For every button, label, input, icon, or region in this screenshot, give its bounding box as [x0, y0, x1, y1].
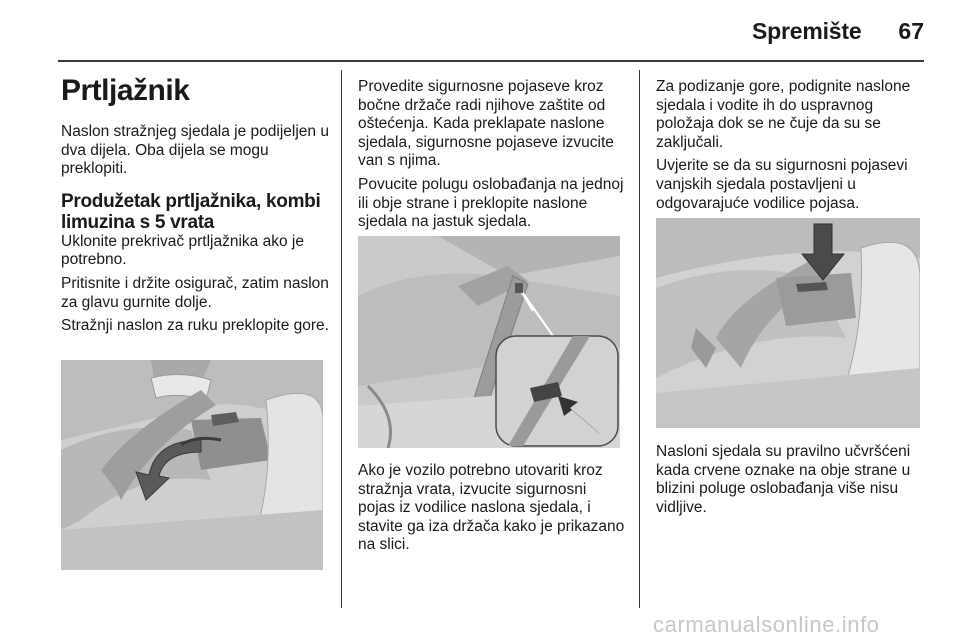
- page-title: Prtljažnik: [61, 74, 190, 107]
- column-3-lower: [656, 443, 928, 522]
- column-2: [358, 78, 626, 237]
- paragraph: Povucite polugu oslobađanja na jednoj ili obje strane i preklopite naslone sjedala na jastuk sjedala.: [358, 175, 624, 231]
- header-rule: [58, 60, 924, 62]
- paragraph: Naslon stražnjeg sjedala je podijeljen u dva dijela. Oba dijela se mogu preklopiti.: [61, 123, 329, 178]
- column-1: [61, 72, 329, 341]
- paragraph: Provedite sigurnosne pojaseve kroz bočne držače radi njihove zaštite od oštećenja. Kada preklapate naslone sjedala, sigurnosne pojaseve izvucite van s njima.: [358, 78, 614, 170]
- watermark-text: carmanualsonline.info: [653, 612, 880, 637]
- paragraph: Uklonite prekrivač prtljažnika ako je potrebno.: [61, 232, 304, 269]
- section-title: Spremište: [752, 18, 862, 44]
- belt-holder-illustration: [358, 236, 620, 448]
- paragraph: Ako je vozilo potrebno utovariti kroz stražnja vrata, izvucite sigurnosni pojas iz vodilice naslona sjedala, i stavite ga iza držača kako je prikazano na slici.: [358, 462, 625, 554]
- paragraph: Stražnji naslon za ruku preklopite gore.: [61, 317, 329, 335]
- column-divider-2: [639, 70, 640, 608]
- paragraph: Uvjerite se da su sigurnosni pojasevi vanjskih sjedala postavljeni u odgovarajuće vodilice pojasa.: [656, 157, 908, 212]
- release-lever-illustration: [656, 218, 920, 428]
- paragraph: Nasloni sjedala su pravilno učvršćeni kada crvene oznake na obje strane u blizini poluge oslobađanja više nisu vidljive.: [656, 443, 911, 516]
- column-2-lower: [358, 462, 626, 560]
- armrest-illustration: [61, 360, 323, 570]
- column-divider-1: [341, 70, 342, 608]
- subsection-title: Produžetak prtljažnika, kombi limuzina s 5 vrata: [61, 190, 321, 233]
- paragraph: Za podizanje gore, podignite naslone sjedala i vodite ih do uspravnog položaja dok se ne čuje da su se zaključali.: [656, 78, 911, 151]
- paragraph: Pritisnite i držite osigurač, zatim naslon za glavu gurnite dolje.: [61, 274, 329, 311]
- page-header: [0, 0, 960, 62]
- page-number: 67: [898, 18, 924, 44]
- column-3: [656, 78, 928, 218]
